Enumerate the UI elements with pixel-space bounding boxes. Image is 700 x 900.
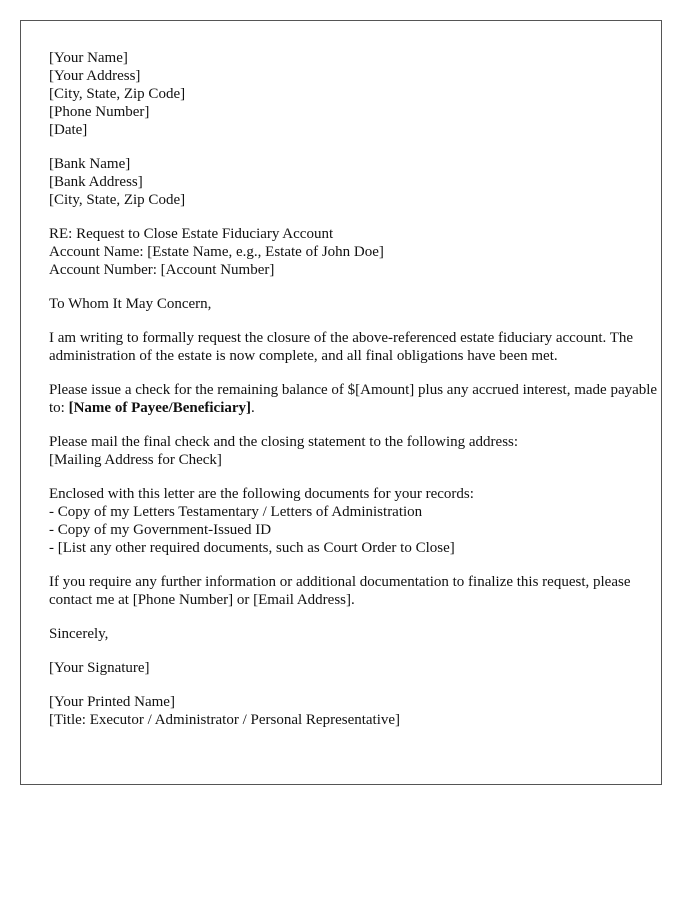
closing: Sincerely, <box>49 626 109 642</box>
re-block <box>49 225 661 279</box>
salutation: To Whom It May Concern, <box>49 296 212 312</box>
enclosure-item: - Copy of my Letters Testamentary / Letters of Administration <box>49 504 423 520</box>
printed-name: [Your Printed Name] <box>49 694 175 710</box>
enclosure-item: - [List any other required documents, such as Court Order to Close] <box>49 540 455 556</box>
re-subject: RE: Request to Close Estate Fiduciary Account <box>49 226 334 242</box>
paragraph-contact: If you require any further information or additional documentation to finalize this request, please contact me at [Phone Number] or [Email Address]. <box>49 574 631 608</box>
sender-city: [City, State, Zip Code] <box>49 86 186 102</box>
paragraph-enclosures <box>49 485 661 557</box>
mailing-address: [Mailing Address for Check] <box>49 452 222 468</box>
enclosures-intro: Enclosed with this letter are the following documents for your records: <box>49 486 474 502</box>
paragraph-payment <box>49 381 661 417</box>
payment-text: Please issue a check for the remaining balance of $[Amount] plus any accrued interest, made payable to: <box>49 382 658 416</box>
payment-end: . <box>251 400 255 416</box>
letter <box>20 20 662 785</box>
date: [Date] <box>49 122 88 138</box>
sender-phone: [Phone Number] <box>49 104 150 120</box>
paragraph-request: I am writing to formally request the closure of the above-referenced estate fiduciary account. The administration of the estate is now complete, and all final obligations have been met. <box>49 330 634 364</box>
recipient-block <box>49 155 661 209</box>
bank-address: [Bank Address] <box>49 174 143 190</box>
mailing-text: Please mail the final check and the closing statement to the following address: <box>49 434 519 450</box>
account-number: Account Number: [Account Number] <box>49 262 275 278</box>
printed-block <box>49 693 661 729</box>
sender-address: [Your Address] <box>49 68 141 84</box>
enclosure-item: - Copy of my Government-Issued ID <box>49 522 272 538</box>
bank-city: [City, State, Zip Code] <box>49 192 186 208</box>
sender-block <box>49 49 661 139</box>
paragraph-mailing <box>49 433 661 469</box>
bank-name: [Bank Name] <box>49 156 131 172</box>
signature: [Your Signature] <box>49 660 150 676</box>
payee-name: [Name of Payee/Beneficiary] <box>68 400 252 416</box>
title: [Title: Executor / Administrator / Personal Representative] <box>49 712 401 728</box>
account-name: Account Name: [Estate Name, e.g., Estate of John Doe] <box>49 244 384 260</box>
sender-name: [Your Name] <box>49 50 128 66</box>
